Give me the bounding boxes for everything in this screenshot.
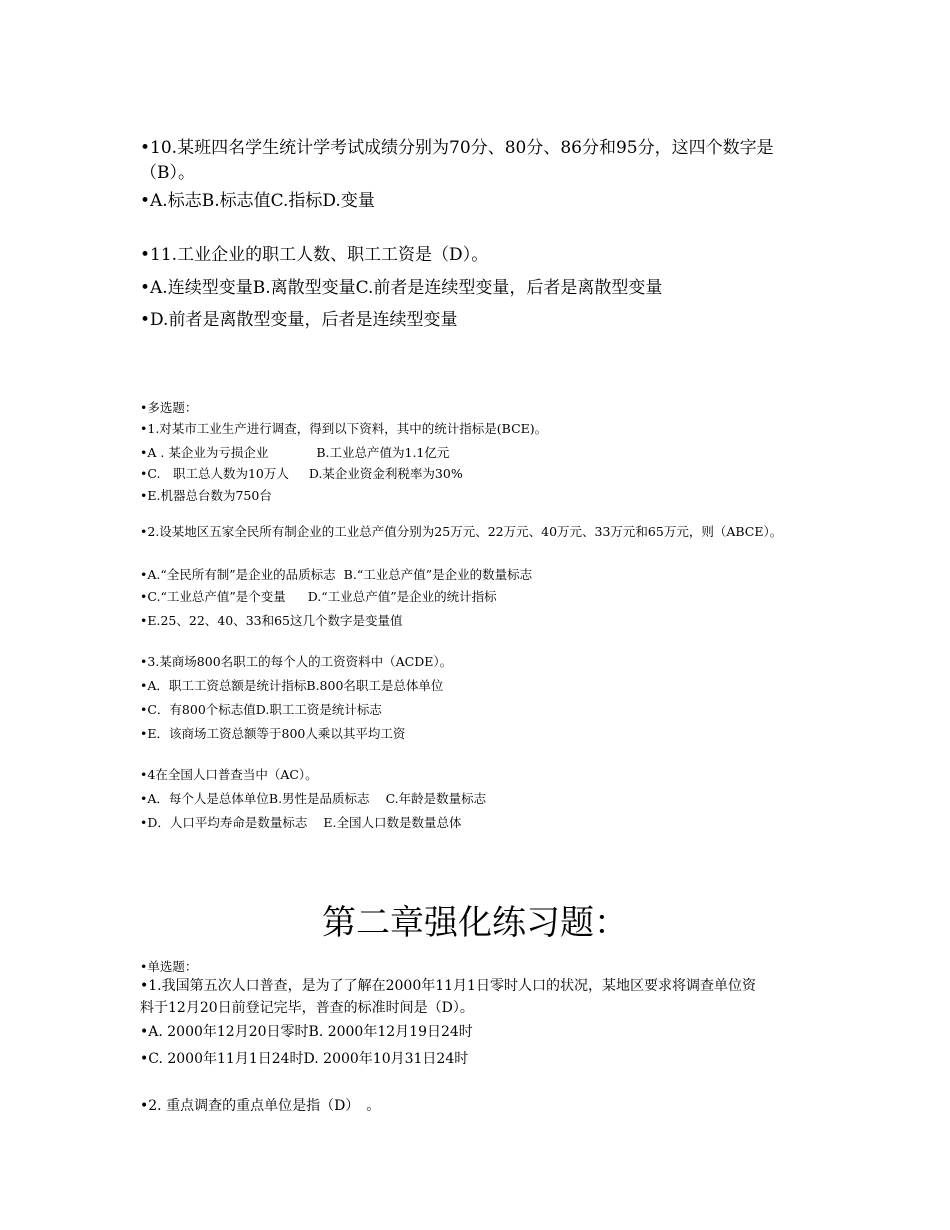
- multi-q4-stem: •4在全国人口普查当中（AC）。: [140, 767, 318, 782]
- multi-q4-options-abc: [140, 789, 486, 807]
- multi-q1-option-c: •C. 职工总人数为10万人: [140, 466, 289, 481]
- single-q1-line2: 料于12月20日前登记完毕，普查的标准时间是（D）。: [140, 1000, 474, 1016]
- multi-q1-options-cd: [140, 464, 463, 482]
- single-q1-options-ab: •A. 2000年12月20日零时B. 2000年12月19日24时: [140, 1024, 473, 1040]
- multi-q4-option-d: •D．人口平均寿命是数量标志: [140, 815, 308, 830]
- multi-q2-option-b: B.“工业总产值”是企业的数量标志: [343, 567, 533, 582]
- multi-q3-options-ab: •A．职工工资总额是统计指标B.800名职工是总体单位: [140, 678, 444, 693]
- multi-choice-heading: •多选题：: [140, 400, 198, 415]
- multi-q3-stem: •3.某商场800名职工的每个人的工资资料中（ACDE）。: [140, 654, 453, 669]
- multi-q3-options-cd: •C．有800个标志值D.职工工资是统计标志: [140, 702, 382, 717]
- single-q2-stem: •2. 重点调查的重点单位是指（D） 。: [140, 1098, 381, 1114]
- question-11-options-1: •A.连续型变量B.离散型变量C.前者是连续型变量，后者是离散型变量: [140, 278, 663, 298]
- multi-q4-option-e: E.全国人口数是数量总体: [323, 815, 462, 830]
- question-11-options-2: •D.前者是离散型变量，后者是连续型变量: [140, 310, 458, 330]
- multi-q2-option-a: •A.“全民所有制”是企业的品质标志: [140, 567, 336, 582]
- multi-q4-option-c: C.年龄是数量标志: [385, 791, 487, 806]
- single-choice-heading: •单选题：: [140, 959, 198, 974]
- multi-q2-option-e: •E.25、22、40、33和65这几个数字是变量值: [140, 613, 403, 628]
- multi-q1-option-d: D.某企业资金利税率为30%: [308, 466, 463, 481]
- multi-q2-stem: •2.设某地区五家全民所有制企业的工业总产值分别为25万元、22万元、40万元、33万元和65万元，则（ABCE）。: [140, 524, 783, 539]
- chapter-2-title: 第二章强化练习题：: [322, 903, 628, 943]
- question-10-line2: （B）。: [140, 163, 195, 183]
- question-10-line1: •10.某班四名学生统计学考试成绩分别为70分、80分、86分和95分，这四个数字是: [140, 138, 774, 158]
- multi-q2-options-cd: [140, 587, 497, 605]
- multi-q3-option-e: •E．该商场工资总额等于800人乘以其平均工资: [140, 726, 406, 741]
- multi-q1-options-ab: [140, 443, 449, 461]
- multi-q4-options-de: [140, 813, 462, 831]
- multi-q1-option-a: •A . 某企业为亏损企业: [140, 445, 269, 460]
- multi-q4-option-ab: •A．每个人是总体单位B.男性是品质标志: [140, 791, 370, 806]
- question-10-options: •A.标志B.标志值C.指标D.变量: [140, 191, 375, 211]
- multi-q1-stem: •1.对某市工业生产进行调查，得到以下资料，其中的统计指标是(BCE)。: [140, 421, 548, 436]
- single-q1-options-cd: •C. 2000年11月1日24时D. 2000年10月31日24时: [140, 1051, 469, 1067]
- multi-q2-option-c: •C.“工业总产值”是个变量: [140, 589, 286, 604]
- question-11-stem: •11.工业企业的职工人数、职工工资是（D）。: [140, 245, 489, 265]
- multi-q1-option-b: B.工业总产值为1.1亿元: [316, 445, 450, 460]
- multi-q2-option-d: D.“工业总产值”是企业的统计指标: [307, 589, 497, 604]
- single-q1-line1: •1.我国第五次人口普查，是为了了解在2000年11月1日零时人口的状况，某地区要求将调查单位资: [140, 978, 756, 994]
- multi-q2-options-ab: [140, 565, 532, 583]
- multi-q1-option-e: •E.机器总台数为750台: [140, 488, 272, 503]
